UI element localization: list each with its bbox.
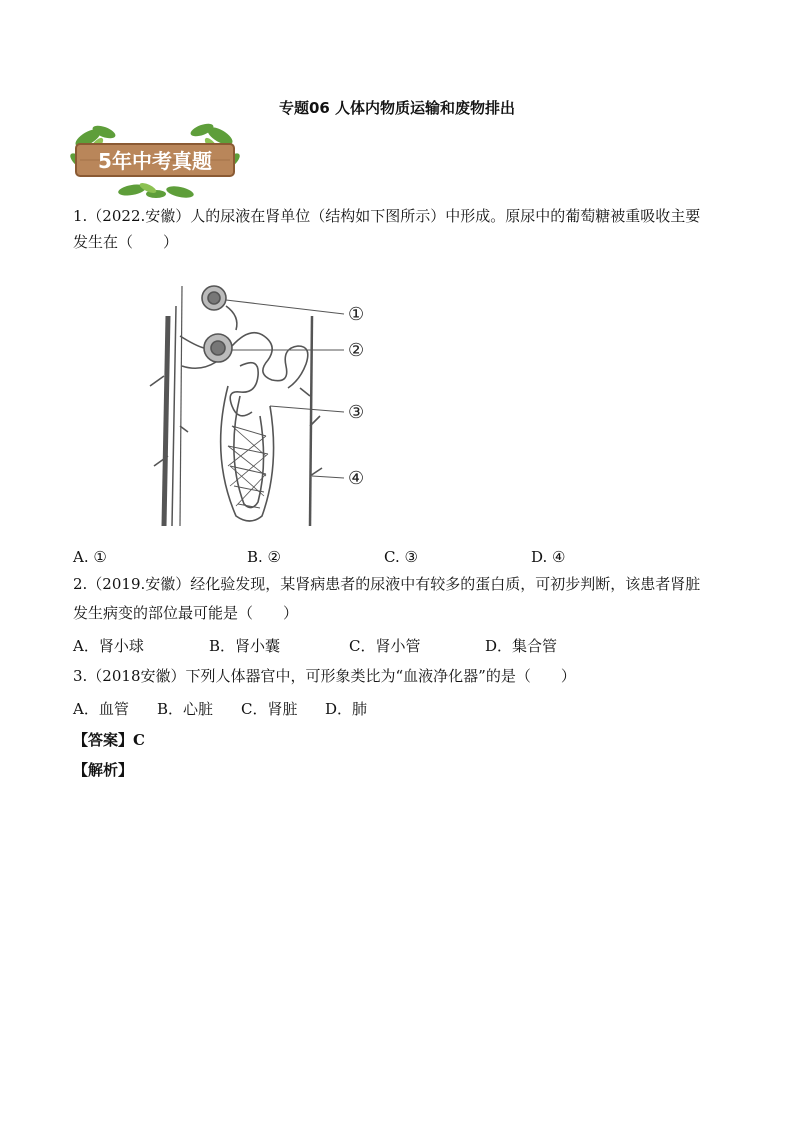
question-3-line-1: 3.（2018安徽）下列人体器官中，可形象类比为“血液净化器”的是（ ） (73, 667, 576, 685)
nephron-figure (140, 276, 380, 534)
section-badge (70, 122, 240, 200)
question-2-line-1: 2.（2019.安徽）经化验发现，某肾病患者的尿液中有较多的蛋白质，可初步判断，该患者肾脏 (73, 575, 701, 593)
figure-label-2: ② (348, 340, 365, 361)
figure-label-3: ③ (348, 402, 365, 423)
question-3-options (73, 698, 367, 719)
question-3-option-b[interactable]: B．心脏 (157, 700, 214, 718)
question-2-option-a[interactable]: A．肾小球 (73, 637, 144, 655)
question-3-option-d[interactable]: D．肺 (325, 700, 368, 718)
question-1-line-2: 发生在（ ） (73, 233, 179, 251)
answer-label: 【答案】C (73, 731, 145, 749)
question-2-line-2: 发生病变的部位最可能是（ ） (73, 604, 299, 622)
question-1-option-a[interactable]: A. ① (73, 548, 107, 566)
question-1-option-d[interactable]: D. ④ (531, 548, 566, 566)
question-3-option-a[interactable]: A．血管 (73, 700, 129, 718)
figure-label-4: ④ (348, 468, 365, 489)
question-2-option-c[interactable]: C．肾小管 (349, 637, 421, 655)
question-1-option-c[interactable]: C. ③ (384, 548, 418, 566)
figure-label-1: ① (348, 304, 365, 325)
question-2-option-b[interactable]: B．肾小囊 (209, 637, 281, 655)
nephron-diagram (140, 276, 380, 534)
badge-text: 5年中考真题 (98, 149, 212, 173)
page-title: 专题06 人体内物质运输和废物排出 (278, 99, 516, 117)
badge-graphic (70, 122, 240, 200)
question-1-option-b[interactable]: B. ② (247, 548, 282, 566)
question-2-option-d[interactable]: D．集合管 (485, 637, 558, 655)
question-2-options (73, 635, 557, 656)
analysis-label: 【解析】 (73, 761, 134, 779)
question-3-option-c[interactable]: C．肾脏 (241, 700, 298, 718)
question-1-line-1: 1.（2022.安徽）人的尿液在肾单位（结构如下图所示）中形成。原尿中的葡萄糖被重吸收主要 (73, 207, 701, 225)
